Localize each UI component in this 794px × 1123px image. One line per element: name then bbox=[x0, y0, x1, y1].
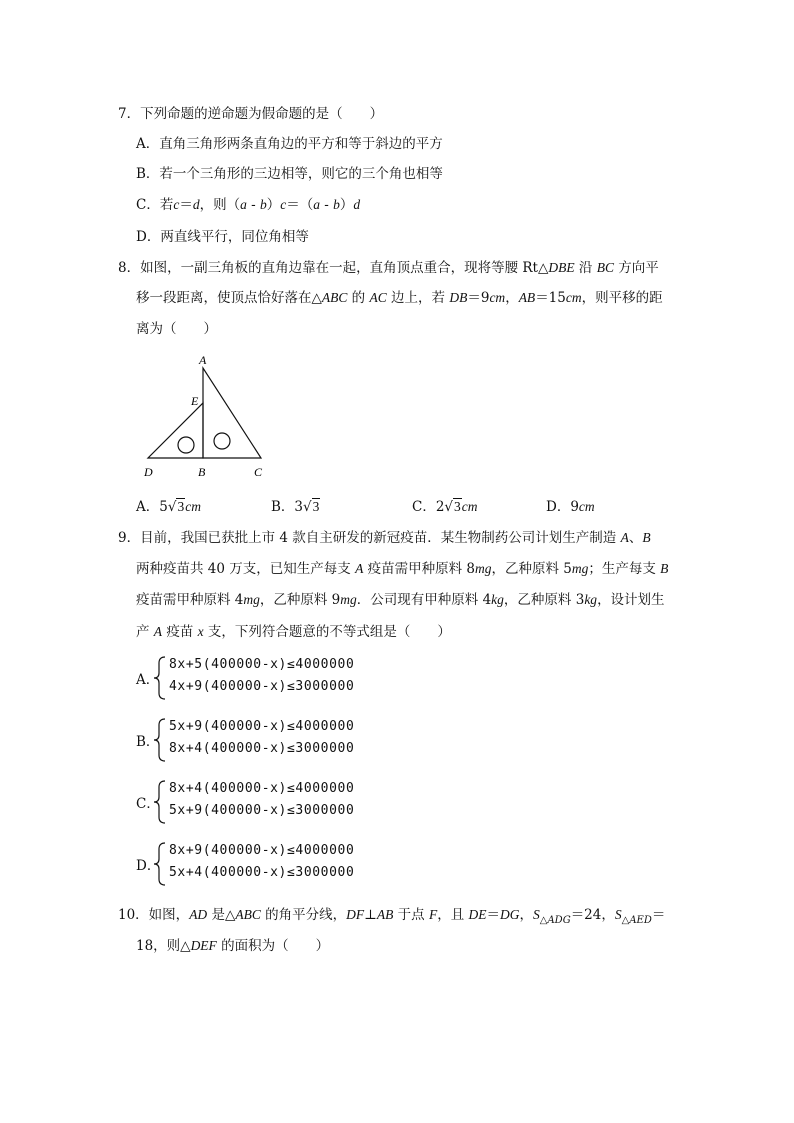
q9-stem-line2: 两种疫苗共 40 万支，已知生产每支 A 疫苗需甲种原料 8mg，乙种原料 5mg；生产每支 B bbox=[136, 561, 669, 577]
option-label: D． bbox=[136, 858, 161, 874]
q8-stem-line3: 离为（ ） bbox=[136, 321, 217, 337]
q8-option-a[interactable]: A．5√3cm bbox=[136, 499, 201, 515]
circle-left bbox=[178, 437, 194, 453]
q9-stem-line4: 产 A 疫苗 x 支，下列符合题意的不等式组是（ ） bbox=[136, 624, 451, 640]
option-label: B． bbox=[136, 734, 160, 750]
label-b: B bbox=[198, 465, 206, 479]
q9-option-c[interactable] bbox=[136, 779, 366, 825]
label-d: D bbox=[144, 465, 153, 479]
q9-stem-line1: 9．目前，我国已获批上市 4 款自主研发的新冠疫苗．某生物制药公司计划生产制造 A、B bbox=[118, 530, 651, 546]
q8-option-d[interactable]: D．9cm bbox=[546, 499, 595, 515]
inequality-1: 5x+9(400000-x)≤4000000 bbox=[169, 719, 355, 734]
inequality-1: 8x+4(400000-x)≤4000000 bbox=[169, 781, 355, 796]
inequality-1: 8x+9(400000-x)≤4000000 bbox=[169, 843, 355, 858]
q8-stem-line2: 移一段距离，使顶点恰好落在△ABC 的 AC 边上，若 DB＝9cm，AB＝15cm，则平移的距 bbox=[136, 290, 663, 306]
q8-option-c[interactable]: C．2√3cm bbox=[412, 499, 478, 515]
q10-stem-line2: 18，则△DEF 的面积为（ ） bbox=[136, 938, 330, 954]
brace-icon bbox=[153, 717, 167, 763]
q9-stem-line3: 疫苗需甲种原料 4mg，乙种原料 9mg．公司现有甲种原料 4kg，乙种原料 3kg，设计划生 bbox=[136, 592, 665, 608]
q9-option-b[interactable] bbox=[136, 717, 366, 763]
inequality-2: 5x+4(400000-x)≤3000000 bbox=[169, 865, 355, 880]
label-e: E bbox=[191, 394, 199, 408]
q9-option-d[interactable] bbox=[136, 841, 366, 887]
brace-icon bbox=[153, 655, 167, 701]
label-c: C bbox=[254, 465, 263, 479]
brace-icon bbox=[153, 779, 167, 825]
q10-stem-line1: 10．如图，AD 是△ABC 的角平分线，DF⊥AB 于点 F，且 DE＝DG，$S_{\triangle ADG}=24$，$S_{\triangle AED}=$ bbox=[118, 907, 666, 926]
circle-right bbox=[214, 433, 230, 449]
option-label: C． bbox=[136, 796, 160, 812]
q7-option-b[interactable]: B．若一个三角形的三边相等，则它的三个角也相等 bbox=[136, 166, 443, 182]
q8-option-b[interactable]: B．3√3 bbox=[271, 499, 320, 515]
q8-triangle-figure bbox=[140, 350, 280, 485]
inequality-2: 8x+4(400000-x)≤3000000 bbox=[169, 741, 355, 756]
inequality-1: 8x+5(400000-x)≤4000000 bbox=[169, 657, 355, 672]
q8-stem-line1: 8．如图，一副三角板的直角边靠在一起，直角顶点重合，现将等腰 Rt△DBE 沿 BC 方向平 bbox=[118, 260, 659, 276]
triangle-abc bbox=[203, 368, 261, 458]
q7-option-a[interactable]: A．直角三角形两条直角边的平方和等于斜边的平方 bbox=[136, 136, 443, 152]
inequality-2: 5x+9(400000-x)≤3000000 bbox=[169, 803, 355, 818]
q7-option-d[interactable]: D．两直线平行，同位角相等 bbox=[136, 229, 309, 245]
triangle-dbe bbox=[148, 403, 203, 458]
label-a: A bbox=[199, 353, 207, 367]
brace-icon bbox=[153, 841, 167, 887]
q7-option-c[interactable]: C．若c＝d，则（a - b）c＝（a - b）d bbox=[136, 197, 361, 213]
inequality-2: 4x+9(400000-x)≤3000000 bbox=[169, 679, 355, 694]
q9-option-a[interactable] bbox=[136, 655, 366, 701]
option-label: A． bbox=[136, 672, 160, 688]
q7-stem: 7．下列命题的逆命题为假命题的是（ ） bbox=[118, 106, 384, 122]
